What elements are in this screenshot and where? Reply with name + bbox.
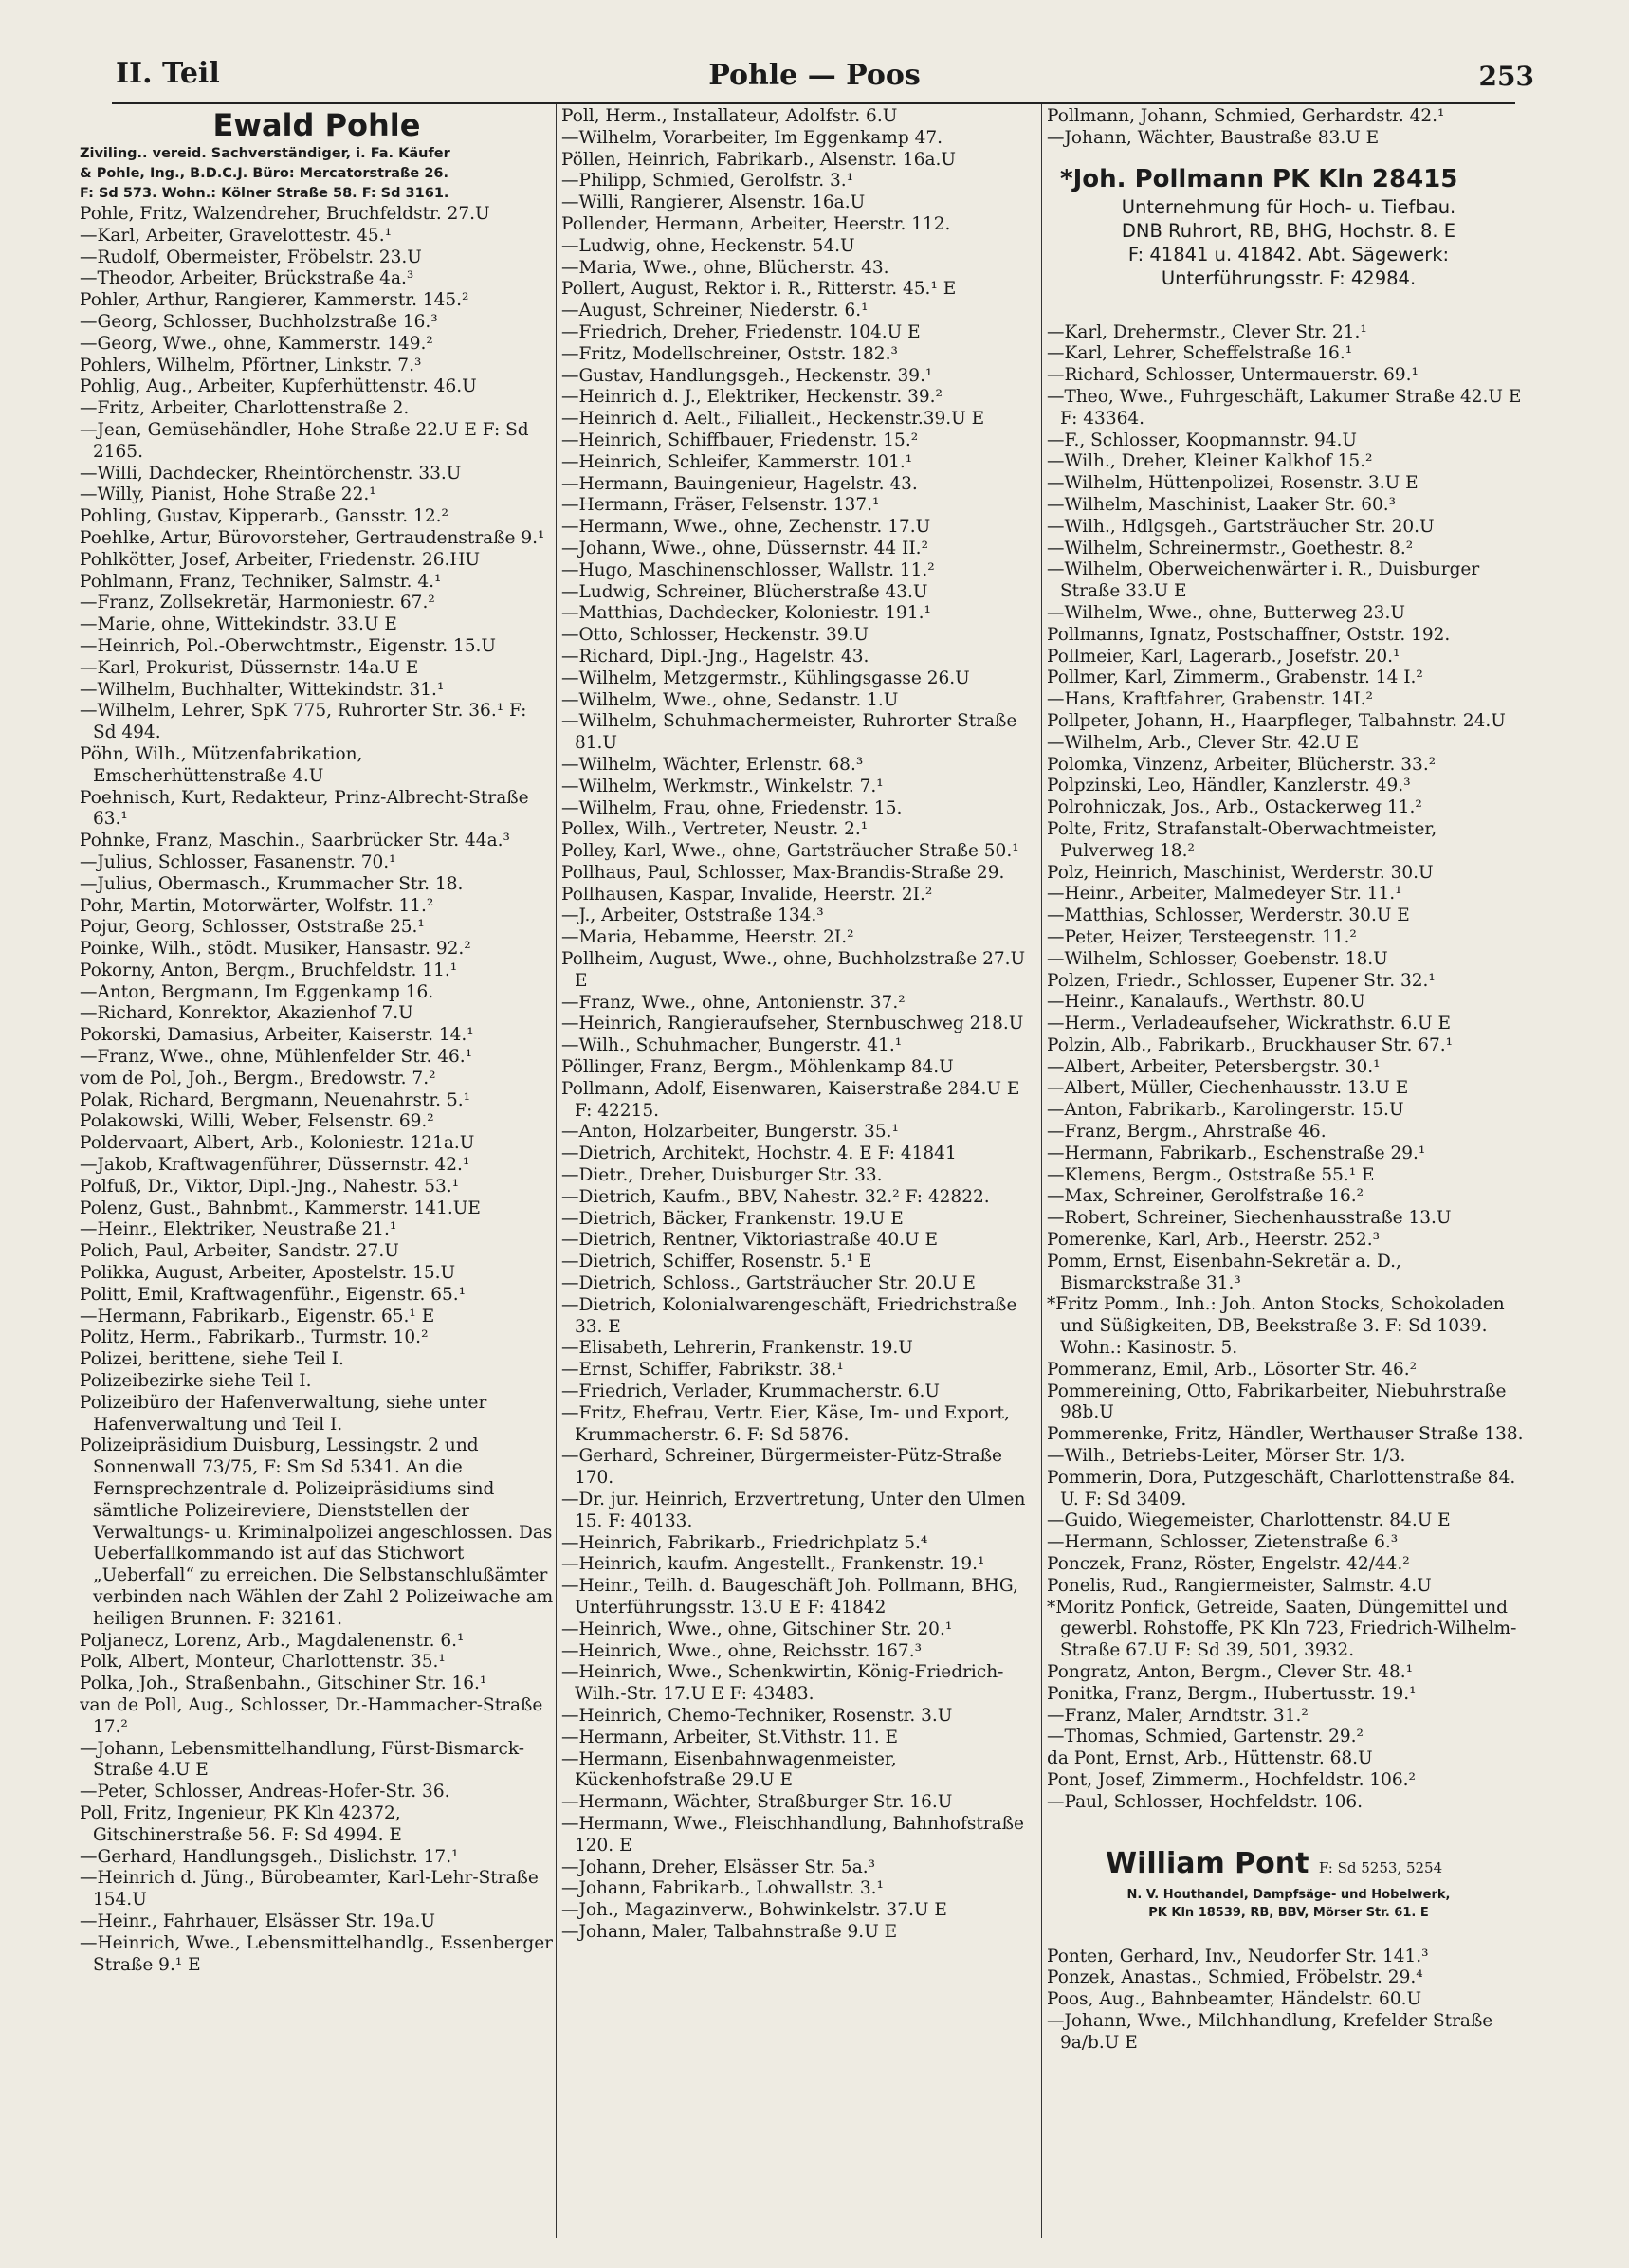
directory-entry: —Heinr., Arbeiter, Malmedeyer Str. 11.¹ (1047, 884, 1402, 905)
directory-entry: —Dietrich, Schloss., Gartsträucher Str. 20.U E (561, 1273, 976, 1294)
directory-entry: —Hermann, Wwe., ohne, Zechenstr. 17.U (561, 517, 931, 538)
directory-entry: Pollhaus, Paul, Schlosser, Max-Brandis-Straße 29. (561, 862, 1005, 883)
directory-entry: —Johann, Lebensmittelhandlung, Fürst-Bismarck-Straße 4.U E (80, 1738, 524, 1781)
directory-entry: Polizei, berittene, siehe Teil I. (80, 1349, 344, 1370)
directory-entry: —Peter, Heizer, Tersteegenstr. 11.² (1047, 926, 1357, 947)
directory-entry: —Wilh., Dreher, Kleiner Kalkhof 15.² (1047, 451, 1373, 472)
entry-list (1047, 322, 1530, 1814)
directory-entry: —Ludwig, ohne, Heckenstr. 54.U (561, 235, 855, 256)
directory-entry: —Willy, Pianist, Hohe Straße 22.¹ (80, 485, 376, 505)
directory-entry: —Dietrich, Architekt, Hochstr. 4. E F: 41841 (561, 1143, 957, 1164)
directory-entry: —Richard, Dipl.-Jng., Hagelstr. 43. (561, 646, 869, 667)
directory-entry: Poll, Herm., Installateur, Adolfstr. 6.U (561, 106, 898, 126)
directory-entry: —Hermann, Arbeiter, St.Vithstr. 11. E (561, 1727, 899, 1747)
directory-entry: —Wilh., Schuhmacher, Bungerstr. 41.¹ (561, 1035, 903, 1056)
directory-entry: —Paul, Schlosser, Hochfeldstr. 106. (1047, 1791, 1364, 1812)
directory-entry: Pohlers, Wilhelm, Pförtner, Linkstr. 7.³ (80, 355, 422, 375)
directory-entry: —Anton, Fabrikarb., Karolingerstr. 15.U (1047, 1100, 1404, 1121)
directory-entry: Pommereining, Otto, Fabrikarbeiter, Niebuhrstraße 98b.U (1047, 1381, 1507, 1423)
directory-entry: Pommeranz, Emil, Arb., Lösorter Str. 46.² (1047, 1359, 1418, 1380)
directory-entry: —Guido, Wiegemeister, Charlottenstr. 84.U E (1047, 1510, 1451, 1531)
directory-entry: —Hugo, Maschinenschlosser, Wallstr. 11.² (561, 559, 935, 580)
advert-william-pont (1047, 1846, 1530, 1922)
directory-entry: —Matthias, Schlosser, Werderstr. 30.U E (1047, 905, 1410, 926)
column-2 (561, 106, 1037, 2251)
directory-entry: —Karl, Arbeiter, Gravelottestr. 45.¹ (80, 225, 392, 246)
directory-entry: —Marie, ohne, Wittekindstr. 33.U E (80, 614, 397, 635)
directory-entry: —Anton, Bergmann, Im Eggenkamp 16. (80, 981, 434, 1002)
directory-entry: —Jean, Gemüsehändler, Hohe Straße 22.U E F: Sd 2165. (80, 419, 529, 462)
directory-entry: —Heinrich, Wwe., Lebensmittelhandlg., Essenberger Straße 9.¹ E (80, 1932, 554, 1975)
directory-entry: Poos, Aug., Bahnbeamter, Händelstr. 60.U (1047, 1989, 1422, 2010)
directory-entry: Poldervaart, Albert, Arb., Koloniestr. 121a.U (80, 1133, 475, 1154)
directory-entry: —Dietrich, Kaufm., BBV, Nahestr. 32.² F: 42822. (561, 1186, 990, 1207)
directory-entry: —Heinrich, Wwe., ohne, Gitschiner Str. 20.¹ (561, 1619, 953, 1639)
directory-entry: da Pont, Ernst, Arb., Hüttenstr. 68.U (1047, 1748, 1373, 1769)
directory-entry: Pommerenke, Fritz, Händler, Werthauser Straße 138. (1047, 1424, 1524, 1445)
advert-phone: F: Sd 5253, 5254 (1318, 1858, 1443, 1876)
directory-entry: —Wilhelm, Wächter, Erlenstr. 68.³ (561, 754, 864, 775)
directory-entry: —Willi, Dachdecker, Rheintörchenstr. 33.U (80, 463, 462, 484)
advert-line: N. V. Houthandel, Dampfsäge- und Hobelwerk, (1126, 1887, 1451, 1902)
directory-entry: Poehnisch, Kurt, Redakteur, Prinz-Albrecht-Straße 63.¹ (80, 787, 529, 830)
directory-entry: Poinke, Wilh., stödt. Musiker, Hansastr. 92.² (80, 939, 471, 960)
directory-entry: —Richard, Konrektor, Akazienhof 7.U (80, 1003, 413, 1024)
directory-entry: Pollmann, Johann, Schmied, Gerhardstr. 42.¹ (1047, 106, 1445, 126)
directory-entry: Pojur, Georg, Schlosser, Oststraße 25.¹ (80, 917, 425, 938)
directory-entry: —Fritz, Arbeiter, Charlottenstraße 2. (80, 398, 410, 419)
directory-entry: —Albert, Müller, Ciechenhausstr. 13.U E (1047, 1078, 1409, 1099)
directory-entry: —Otto, Schlosser, Heckenstr. 39.U (561, 625, 869, 646)
directory-entry: Pollert, August, Rektor i. R., Ritterstr. 45.¹ E (561, 279, 957, 300)
directory-entry: —Georg, Schlosser, Buchholzstraße 16.³ (80, 311, 438, 332)
directory-entry: —Heinrich, Rangieraufseher, Sternbuschweg 218.U (561, 1014, 1024, 1034)
directory-entry: —Wilhelm, Schreinermstr., Goethestr. 8.² (1047, 538, 1414, 558)
entry-list (561, 106, 1037, 1944)
directory-entry: Pollheim, August, Wwe., ohne, Buchholzstraße 27.U E (561, 949, 1026, 991)
directory-entry: Polomka, Vinzenz, Arbeiter, Blücherstr. 33.² (1047, 754, 1437, 775)
directory-entry: Ponczek, Franz, Röster, Engelstr. 42/44.² (1047, 1554, 1410, 1575)
directory-entry: —Heinrich, kaufm. Angestellt., Frankenstr. 19.¹ (561, 1554, 985, 1575)
directory-entry: Politz, Herm., Fabrikarb., Turmstr. 10.² (80, 1327, 429, 1348)
directory-entry: —Heinr., Elektriker, Neustraße 21.¹ (80, 1219, 397, 1240)
directory-entry: —Ludwig, Schreiner, Blücherstraße 43.U (561, 581, 928, 602)
directory-entry: Polka, Joh., Straßenbahn., Gitschiner Str. 16.¹ (80, 1674, 487, 1694)
directory-entry: —Wilhelm, Maschinist, Laaker Str. 60.³ (1047, 494, 1397, 515)
directory-entry: Polakowski, Willi, Weber, Felsenstr. 69.² (80, 1111, 434, 1132)
entry-list (1047, 106, 1530, 150)
directory-entry: Pollmeier, Karl, Lagerarb., Josefstr. 20.¹ (1047, 646, 1400, 667)
directory-entry: Polpzinski, Leo, Händler, Kanzlerstr. 49.³ (1047, 776, 1411, 796)
directory-entry: —J., Arbeiter, Oststraße 134.³ (561, 905, 824, 926)
directory-entry: —Theodor, Arbeiter, Brückstraße 4a.³ (80, 268, 414, 289)
column-divider (556, 104, 557, 2238)
directory-entry: Politt, Emil, Kraftwagenführ., Eigenstr. 65.¹ (80, 1284, 467, 1305)
directory-entry: —Wilhelm, Vorarbeiter, Im Eggenkamp 47. (561, 127, 943, 148)
directory-entry: —Philipp, Schmied, Gerolfstr. 3.¹ (561, 171, 854, 192)
column-3 (1047, 106, 1530, 2251)
directory-entry: —Gustav, Handlungsgeh., Heckenstr. 39.¹ (561, 365, 933, 386)
directory-entry: —Max, Schreiner, Gerolfstraße 16.² (1047, 1186, 1364, 1207)
directory-entry: —Hermann, Fabrikarb., Eschenstraße 29.¹ (1047, 1143, 1426, 1163)
directory-entry: —Herm., Verladeaufseher, Wickrathstr. 6.U E (1047, 1014, 1451, 1034)
directory-entry: Polley, Karl, Wwe., ohne, Gartsträucher Straße 50.¹ (561, 841, 1019, 862)
directory-entry: —Gerhard, Schreiner, Bürgermeister-Pütz-Straße 170. (561, 1446, 1003, 1489)
page-number: 253 (1478, 61, 1534, 92)
directory-entry: —Matthias, Dachdecker, Koloniestr. 191.¹ (561, 603, 931, 624)
directory-entry: Polak, Richard, Bergmann, Neuenahrstr. 5.¹ (80, 1089, 471, 1110)
directory-entry: —Peter, Schlosser, Andreas-Hofer-Str. 36. (80, 1782, 450, 1802)
directory-entry: Polzin, Alb., Fabrikarb., Bruckhauser Str. 67.¹ (1047, 1034, 1454, 1055)
directory-entry: —Karl, Lehrer, Scheffelstraße 16.¹ (1047, 343, 1353, 364)
directory-entry: —Wilhelm, Schuhmachermeister, Ruhrorter Straße 81.U (561, 711, 1017, 754)
directory-entry: —Johann, Fabrikarb., Lohwallstr. 3.¹ (561, 1878, 884, 1899)
directory-entry: Ponzek, Anastas., Schmied, Fröbelstr. 29.⁴ (1047, 1967, 1423, 1988)
directory-entry: —Franz, Zollsekretär, Harmoniestr. 67.² (80, 593, 435, 613)
directory-entry: —Heinrich d. Aelt., Filialleit., Heckenstr.39.U E (561, 409, 985, 430)
directory-entry: Poehlke, Artur, Bürovorsteher, Gertraudenstraße 9.¹ (80, 527, 545, 548)
directory-entry: —Hermann, Schlosser, Zietenstraße 6.³ (1047, 1532, 1399, 1553)
page-header (0, 0, 1629, 104)
directory-entry: Pomm, Ernst, Eisenbahn-Sekretär a. D., Bismarckstraße 31.³ (1047, 1251, 1401, 1293)
directory-entry: —Heinrich, Pol.-Oberwchtmstr., Eigenstr. 15.U (80, 635, 497, 656)
directory-entry: —Dr. jur. Heinrich, Erzvertretung, Unter den Ulmen 15. F: 40133. (561, 1490, 1026, 1531)
directory-entry: —Wilhelm, Werkmstr., Winkelstr. 7.¹ (561, 776, 884, 796)
directory-entry: Pollpeter, Johann, H., Haarpfleger, Talbahnstr. 24.U (1047, 710, 1506, 731)
directory-entry: *Fritz Pomm., Inh.: Joh. Anton Stocks, Schokoladen und Süßigkeiten, DB, Beekstraße 3. F: Sd 1039. Wohn.: Kasinostr. 5. (1047, 1294, 1505, 1359)
advert-joh-pollmann (1047, 163, 1530, 290)
directory-entry: Pöhn, Wilh., Mützenfabrikation, Emscherhüttenstraße 4.U (80, 743, 363, 786)
name-range: Pohle — Poos (708, 59, 921, 92)
directory-entry: —Hermann, Wächter, Straßburger Str. 16.U (561, 1792, 953, 1813)
directory-entry: —August, Schreiner, Niederstr. 6.¹ (561, 301, 869, 321)
advert-name-text: William Pont (1106, 1846, 1309, 1880)
directory-entry: —Jakob, Kraftwagenführer, Düssernstr. 42.¹ (80, 1155, 470, 1176)
directory-entry: Polte, Fritz, Strafanstalt-Oberwachtmeister, Pulverweg 18.² (1047, 818, 1437, 861)
directory-entry: —Ernst, Schiffer, Fabrikstr. 38.¹ (561, 1360, 844, 1381)
directory-entry: —Wilhelm, Wwe., ohne, Sedanstr. 1.U (561, 689, 899, 710)
directory-entry: —Hans, Kraftfahrer, Grabenstr. 14I.² (1047, 689, 1373, 710)
directory-entry: Polfuß, Dr., Viktor, Dipl.-Jng., Nahestr. 53.¹ (80, 1176, 460, 1197)
directory-entry: —Friedrich, Verlader, Krummacherstr. 6.U (561, 1381, 940, 1402)
directory-entry: Polk, Albert, Monteur, Charlottenstr. 35.¹ (80, 1652, 446, 1673)
directory-entry: —Johann, Maler, Talbahnstraße 9.U E (561, 1921, 898, 1942)
directory-entry: —Franz, Wwe., ohne, Mühlenfelder Str. 46.¹ (80, 1047, 473, 1068)
directory-entry: Pongratz, Anton, Bergm., Clever Str. 48.¹ (1047, 1662, 1414, 1682)
directory-entry: Pollmanns, Ignatz, Postschaffner, Oststr. 192. (1047, 624, 1451, 645)
directory-entry: —Julius, Schlosser, Fasanenstr. 70.¹ (80, 851, 396, 872)
directory-entry: —Franz, Maler, Arndtstr. 31.² (1047, 1705, 1309, 1726)
directory-entry: —Wilhelm, Hüttenpolizei, Rosenstr. 3.U E (1047, 473, 1419, 494)
directory-entry: —Wilh., Hdlgsgeh., Gartsträucher Str. 20.U (1047, 516, 1435, 537)
directory-entry: Pont, Josef, Zimmerm., Hochfeldstr. 106.² (1047, 1769, 1416, 1790)
directory-entry: Pollhausen, Kaspar, Invalide, Heerstr. 2I.² (561, 884, 933, 905)
directory-entry: —Karl, Drehermstr., Clever Str. 21.¹ (1047, 321, 1367, 342)
directory-entry: Pohr, Martin, Motorwärter, Wolfstr. 11.² (80, 895, 434, 916)
directory-entry: —Joh., Magazinverw., Bohwinkelstr. 37.U E (561, 1900, 947, 1921)
directory-entry: Ponitka, Franz, Bergm., Hubertusstr. 19.¹ (1047, 1683, 1417, 1704)
directory-entry: —F., Schlosser, Koopmannstr. 94.U (1047, 430, 1357, 450)
advert-ewald-pohle (80, 106, 554, 204)
directory-entry: —Franz, Bergm., Ahrstraße 46. (1047, 1122, 1327, 1143)
directory-entry: —Wilhelm, Wwe., ohne, Butterweg 23.U (1047, 602, 1405, 623)
directory-entry: —Hermann, Wwe., Fleischhandlung, Bahnhofstraße 120. E (561, 1813, 1024, 1856)
part-label: II. Teil (116, 57, 220, 90)
directory-entry: van de Poll, Aug., Schlosser, Dr.-Hammacher-Straße 17.² (80, 1694, 543, 1737)
directory-entry: Pollender, Hermann, Arbeiter, Heerstr. 112. (561, 213, 951, 234)
directory-entry: —Heinr., Fahrhauer, Elsässer Str. 19a.U (80, 1911, 435, 1931)
directory-entry: —Maria, Wwe., ohne, Blücherstr. 43. (561, 257, 889, 278)
directory-entry: Pöllen, Heinrich, Fabrikarb., Alsenstr. 16a.U (561, 149, 956, 170)
directory-entry: —Heinrich d. Jüng., Bürobeamter, Karl-Lehr-Straße 154.U (80, 1868, 539, 1911)
directory-entry: —Georg, Wwe., ohne, Kammerstr. 149.² (80, 333, 433, 354)
directory-entry: —Richard, Schlosser, Untermauerstr. 69.¹ (1047, 365, 1419, 386)
advert-line: PK Kln 18539, RB, BBV, Mörser Str. 61. E (1148, 1905, 1429, 1920)
directory-entry: —Heinrich, Schiffbauer, Friedenstr. 15.² (561, 430, 919, 450)
directory-entry: —Wilhelm, Frau, ohne, Friedenstr. 15. (561, 797, 903, 818)
directory-entry: Pokorny, Anton, Bergm., Bruchfeldstr. 11.¹ (80, 960, 458, 980)
directory-entry: —Heinr., Kanalaufs., Werthstr. 80.U (1047, 992, 1365, 1013)
directory-entry: —Heinrich d. J., Elektriker, Heckenstr. 39.² (561, 387, 943, 408)
directory-entry: Pohnke, Franz, Maschin., Saarbrücker Str. 44a.³ (80, 831, 510, 851)
advert-name: *Joh. Pollmann PK Kln 28415 (1060, 164, 1458, 193)
directory-entry: Ponten, Gerhard, Inv., Neudorfer Str. 141.³ (1047, 1946, 1429, 1966)
directory-entry: Pollex, Wilh., Vertreter, Neustr. 2.¹ (561, 819, 869, 840)
directory-entry: Pommerin, Dora, Putzgeschäft, Charlottenstraße 84. U. F: Sd 3409. (1047, 1467, 1516, 1509)
directory-entry: —Julius, Obermasch., Krummacher Str. 18. (80, 873, 464, 894)
directory-entry: —Wilhelm, Oberweichenwärter i. R., Duisburger Straße 33.U E (1047, 559, 1480, 602)
directory-entry: Polikka, August, Arbeiter, Apostelstr. 15.U (80, 1263, 456, 1284)
advert-name: Ewald Pohle (212, 107, 421, 143)
directory-entry: Polzen, Friedr., Schlosser, Eupener Str. 32.¹ (1047, 970, 1436, 991)
column-divider (1041, 104, 1042, 2238)
directory-entry: —Friedrich, Dreher, Friedenstr. 104.U E (561, 321, 921, 342)
directory-entry: Poll, Fritz, Ingenieur, PK Kln 42372, Gitschinerstraße 56. F: Sd 4994. E (80, 1802, 402, 1845)
directory-entry: —Robert, Schreiner, Siechenhausstraße 13.U (1047, 1208, 1452, 1229)
directory-entry: —Heinrich, Wwe., ohne, Reichsstr. 167.³ (561, 1640, 922, 1661)
advert-line: Ziviling.. vereid. Sachverständiger, i. Fa. Käufer (80, 146, 450, 161)
column-1 (80, 106, 554, 2251)
advert-line: F: Sd 573. Wohn.: Kölner Straße 58. F: Sd 3161. (80, 186, 449, 201)
directory-entry: —Johann, Wwe., Milchhandlung, Krefelder Straße 9a/b.U E (1047, 2010, 1493, 2053)
directory-entry: Pohlmann, Franz, Techniker, Salmstr. 4.¹ (80, 571, 442, 592)
advert-name (1047, 1846, 1530, 1886)
directory-entry: —Johann, Wächter, Baustraße 83.U E (1047, 127, 1380, 148)
advert-line: F: 41841 u. 41842. Abt. Sägewerk: (1127, 243, 1450, 265)
directory-entry: —Elisabeth, Lehrerin, Frankenstr. 19.U (561, 1338, 913, 1359)
directory-entry: —Maria, Hebamme, Heerstr. 2I.² (561, 927, 854, 948)
directory-entry: —Dietrich, Rentner, Viktoriastraße 40.U E (561, 1230, 939, 1251)
directory-entry: —Hermann, Bauingenieur, Hagelstr. 43. (561, 473, 918, 494)
directory-entry: —Anton, Holzarbeiter, Bungerstr. 35.¹ (561, 1122, 899, 1143)
directory-entry: —Heinrich, Schleifer, Kammerstr. 101.¹ (561, 451, 913, 472)
directory-entry: —Karl, Prokurist, Düssernstr. 14a.U E (80, 657, 419, 678)
directory-entry: —Dietrich, Bäcker, Frankenstr. 19.U E (561, 1208, 904, 1229)
directory-entry: Polenz, Gust., Bahnbmt., Kammerstr. 141.UE (80, 1198, 481, 1218)
directory-entry: —Wilhelm, Arb., Clever Str. 42.U E (1047, 732, 1360, 753)
directory-entry: —Dietrich, Schiffer, Rosenstr. 5.¹ E (561, 1252, 872, 1272)
directory-entry: —Thomas, Schmied, Gartenstr. 29.² (1047, 1727, 1364, 1747)
directory-entry: —Gerhard, Handlungsgeh., Dislichstr. 17.¹ (80, 1846, 459, 1867)
advert-line: Unternehmung für Hoch- u. Tiefbau. (1121, 195, 1456, 218)
directory-entry: —Heinrich, Fabrikarb., Friedrichplatz 5.⁴ (561, 1532, 928, 1553)
directory-entry: Polizeibüro der Hafenverwaltung, siehe unter Hafenverwaltung und Teil I. (80, 1392, 487, 1435)
directory-entry: —Dietrich, Kolonialwarengeschäft, Friedrichstraße 33. E (561, 1294, 1017, 1337)
directory-entry: —Hermann, Eisenbahnwagenmeister, Kückenhofstraße 29.U E (561, 1748, 897, 1791)
directory-entry: Poljanecz, Lorenz, Arb., Magdalenenstr. 6.¹ (80, 1630, 465, 1651)
directory-entry: Pollmer, Karl, Zimmerm., Grabenstr. 14 I.² (1047, 668, 1423, 688)
directory-entry: Pöllinger, Franz, Bergm., Möhlenkamp 84.U (561, 1057, 954, 1078)
directory-entry: —Rudolf, Obermeister, Fröbelstr. 23.U (80, 247, 422, 267)
directory-entry: Pohle, Fritz, Walzendreher, Bruchfeldstr. 27.U (80, 204, 490, 224)
directory-entry: —Dietr., Dreher, Duisburger Str. 33. (561, 1165, 883, 1186)
advert-line: Unterführungsstr. F: 42984. (1161, 266, 1417, 289)
directory-entry: vom de Pol, Joh., Bergm., Bredowstr. 7.² (80, 1068, 436, 1088)
directory-entry: —Heinr., Teilh. d. Baugeschäft Joh. Pollmann, BHG, Unterführungsstr. 13.U E F: 41842 (561, 1576, 1018, 1618)
directory-entry: —Wilhelm, Metzgermstr., Kühlingsgasse 26.U (561, 668, 970, 688)
directory-entry: Polizeipräsidium Duisburg, Lessingstr. 2 und Sonnenwall 73/75, F: Sm Sd 5341. An die Fernsprechzentrale d. Polizeipräsidiums sind sämtliche Polizeireviere, Dienststellen der Verwaltungs- u. Kriminalpolizei angeschlossen. Das Ueberfallkommando ist auf das Stichwort „Ueberfall“ zu erreichen. Die Selbstanschlußämter verbinden nach Wählen der Zahl 2 Polizeiwache am heiligen Brunnen. F: 32161. (80, 1436, 554, 1629)
directory-entry: —Johann, Dreher, Elsässer Str. 5a.³ (561, 1856, 876, 1877)
directory-entry: Polizeibezirke siehe Teil I. (80, 1371, 312, 1392)
directory-entry: Pohlig, Aug., Arbeiter, Kupferhüttenstr. 46.U (80, 376, 477, 397)
header-rule (112, 102, 1515, 104)
entry-list (1047, 1947, 1530, 2055)
directory-entry: —Hermann, Fräser, Felsenstr. 137.¹ (561, 495, 880, 516)
advert-line: & Pohle, Ing., B.D.C.J. Büro: Mercatorstraße 26. (80, 166, 449, 181)
directory-entry: —Fritz, Ehefrau, Vertr. Eier, Käse, Im- und Export, Krummacherstr. 6. F: Sd 5876. (561, 1402, 1010, 1445)
directory-entry: Pohlkötter, Josef, Arbeiter, Friedenstr. 26.HU (80, 549, 481, 570)
directory-entry: —Heinrich, Chemo-Techniker, Rosenstr. 3.U (561, 1705, 953, 1726)
directory-entry: —Hermann, Fabrikarb., Eigenstr. 65.¹ E (80, 1306, 435, 1326)
directory-entry: —Fritz, Modellschreiner, Oststr. 182.³ (561, 343, 898, 364)
directory-entry: —Albert, Arbeiter, Petersbergstr. 30.¹ (1047, 1056, 1381, 1077)
directory-entry: Polich, Paul, Arbeiter, Sandstr. 27.U (80, 1241, 399, 1262)
directory-entry: —Wilhelm, Lehrer, SpK 775, Ruhrorter Str. 36.¹ F: Sd 494. (80, 701, 527, 743)
directory-entry: *Moritz Ponfick, Getreide, Saaten, Düngemittel und gewerbl. Rohstoffe, PK Kln 723, Friedrich-Wilhelm-Straße 67.U F: Sd 39, 501, 3932. (1047, 1597, 1517, 1661)
directory-entry: —Johann, Wwe., ohne, Düssernstr. 44 II.² (561, 538, 928, 558)
directory-entry: Pollmann, Adolf, Eisenwaren, Kaiserstraße 284.U E F: 42215. (561, 1078, 1020, 1121)
directory-entry: —Wilhelm, Buchhalter, Wittekindstr. 31.¹ (80, 679, 445, 700)
directory-entry: Pokorski, Damasius, Arbeiter, Kaiserstr. 14.¹ (80, 1025, 474, 1046)
directory-entry: —Franz, Wwe., ohne, Antonienstr. 37.² (561, 992, 906, 1013)
directory-entry: Pomerenke, Karl, Arb., Heerstr. 252.³ (1047, 1230, 1380, 1251)
directory-entry: Polz, Heinrich, Maschinist, Werderstr. 30.U (1047, 862, 1434, 883)
directory-entry: —Heinrich, Wwe., Schenkwirtin, König-Friedrich-Wilh.-Str. 17.U E F: 43483. (561, 1662, 1004, 1705)
directory-entry: Polrohniczak, Jos., Arb., Ostackerweg 11.² (1047, 797, 1422, 818)
directory-entry: —Wilhelm, Schlosser, Goebenstr. 18.U (1047, 948, 1388, 969)
directory-entry: —Klemens, Bergm., Oststraße 55.¹ E (1047, 1164, 1375, 1185)
directory-entry: Pohling, Gustav, Kipperarb., Gansstr. 12.² (80, 506, 448, 527)
advert-line: DNB Ruhrort, RB, BHG, Hochstr. 8. E (1121, 219, 1456, 242)
directory-entry: —Theo, Wwe., Fuhrgeschäft, Lakumer Straße 42.U E F: 43364. (1047, 386, 1522, 429)
entry-list (80, 204, 554, 1976)
directory-entry: Pohler, Arthur, Rangierer, Kammerstr. 145.² (80, 290, 469, 311)
directory-entry: —Wilh., Betriebs-Leiter, Mörser Str. 1/3. (1047, 1446, 1406, 1467)
directory-entry: Ponelis, Rud., Rangiermeister, Salmstr. 4.U (1047, 1575, 1432, 1596)
directory-entry: —Willi, Rangierer, Alsenstr. 16a.U (561, 192, 866, 213)
